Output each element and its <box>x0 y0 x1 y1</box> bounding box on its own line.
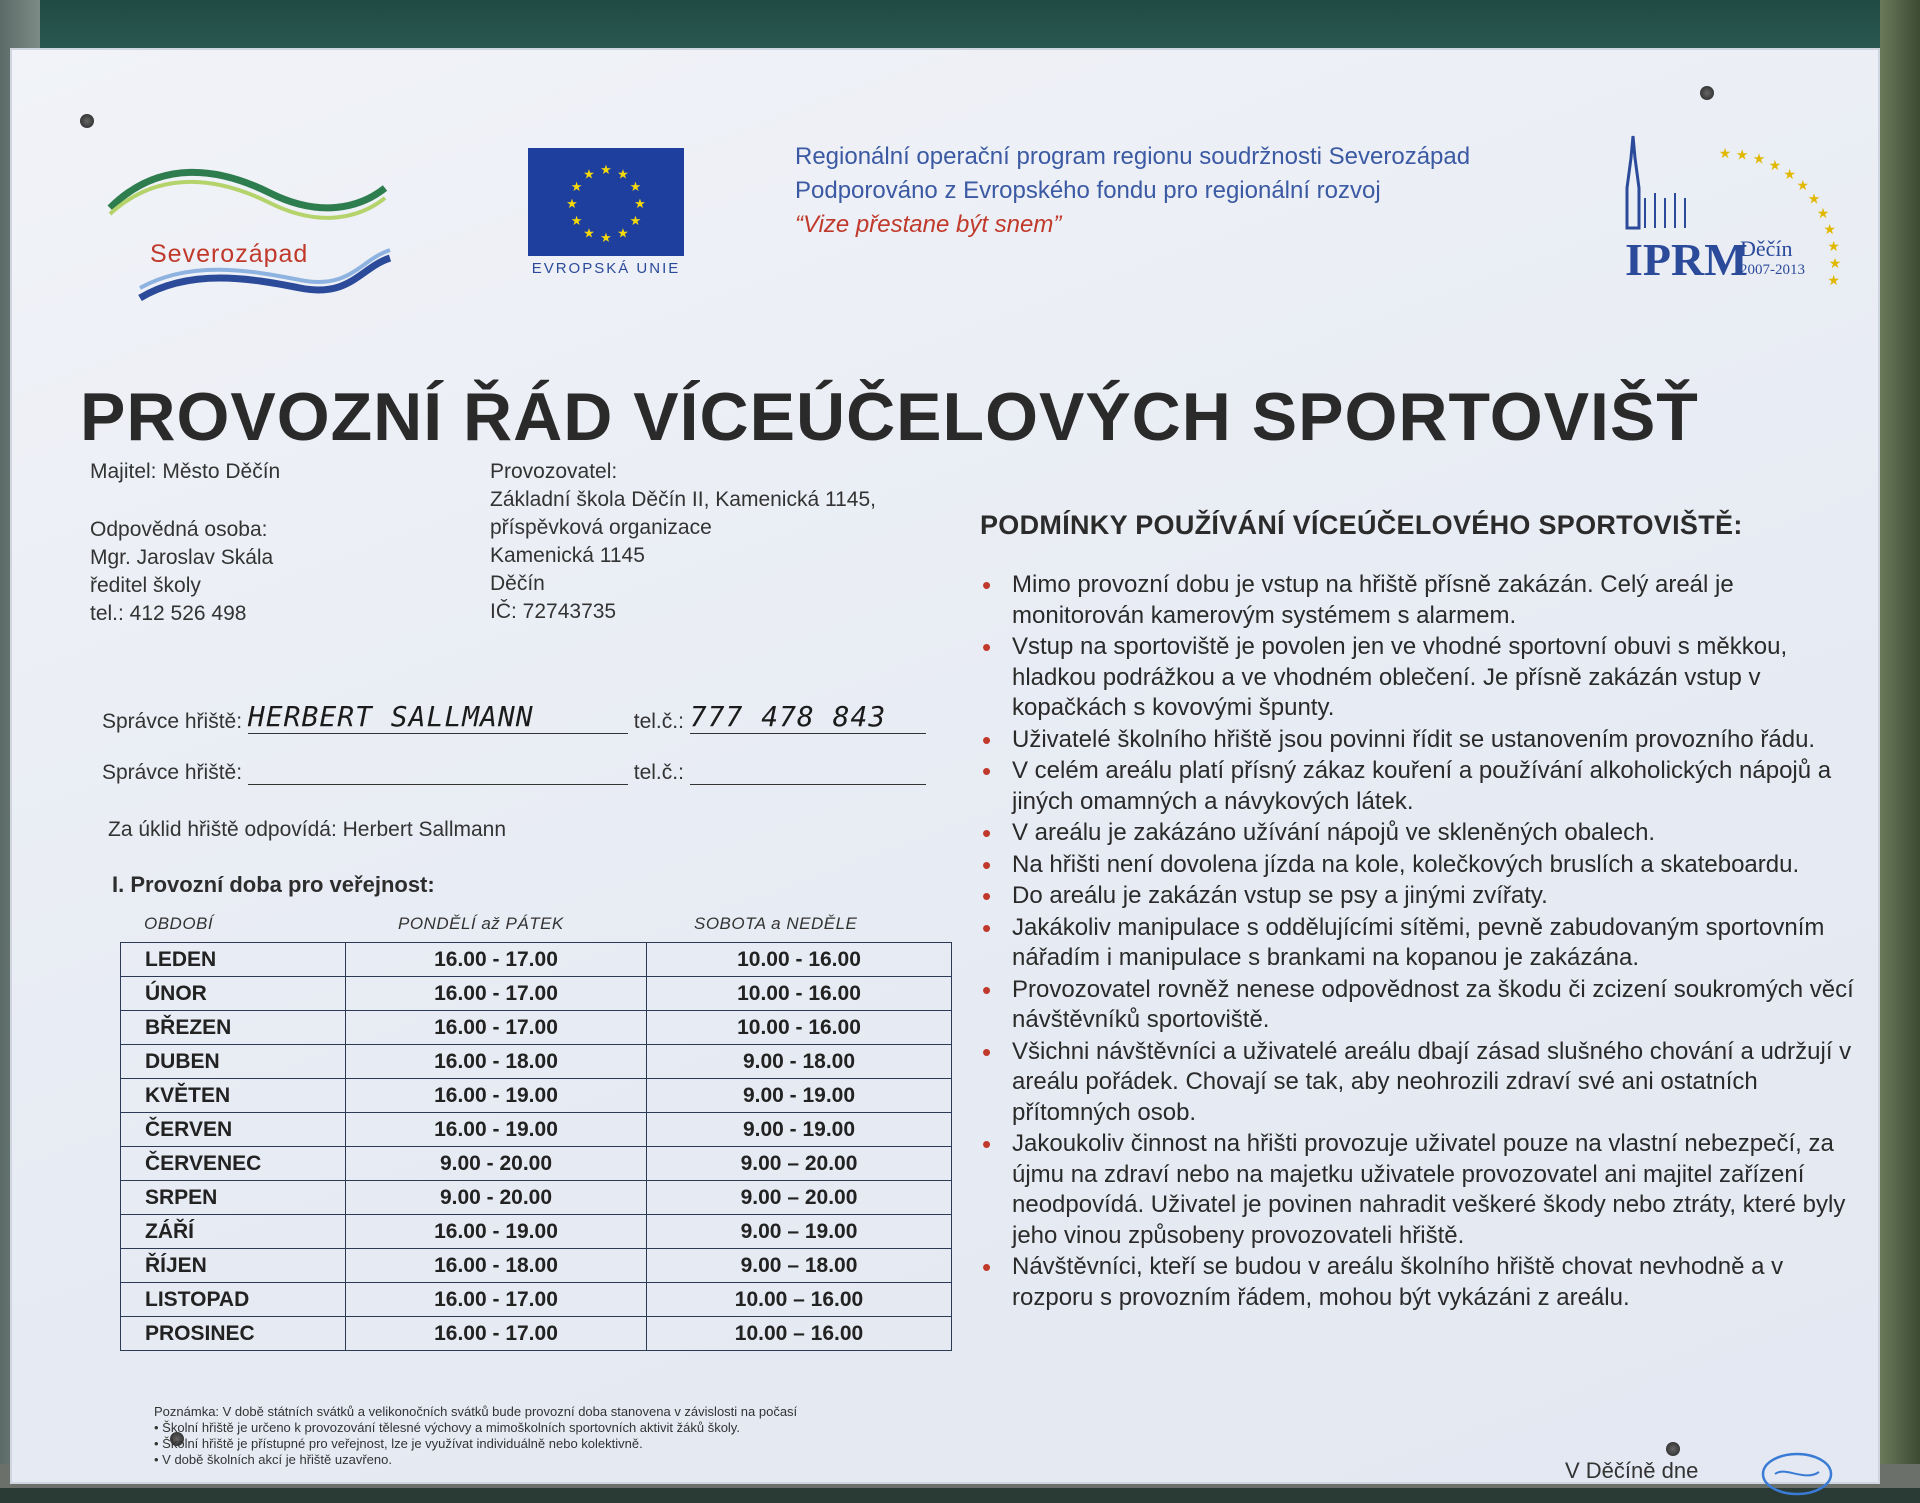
hours-row <box>121 1011 952 1045</box>
month-cell: SRPEN <box>121 1181 346 1215</box>
eu-star-icon: ★ <box>566 196 578 211</box>
severozapad-logo-text: Severozápad <box>150 240 309 268</box>
city-date-sign: V Děčíně dne <box>1565 1458 1699 1483</box>
month-cell: ČERVENEC <box>121 1147 346 1181</box>
contact-label: Odpovědná osoba: <box>90 518 268 541</box>
contact-role: ředitel školy <box>90 574 201 597</box>
eu-star-icon: ★ <box>629 179 642 194</box>
eu-star-icon: ★ <box>570 213 583 228</box>
admin-tel-label: tel.č.: <box>633 761 684 784</box>
page-title: PROVOZNÍ ŘÁD VÍCEÚČELOVÝCH SPORTOVIŠŤ <box>80 379 1699 455</box>
note-line: Poznámka: V době státních svátků a velikonočních svátků bude provozní doba stanovena v závislosti na počasí <box>154 1404 798 1419</box>
screw <box>80 114 94 128</box>
hours-row <box>121 1283 952 1317</box>
weekend-hours-cell: 10.00 - 16.00 <box>647 943 952 977</box>
severozapad-logo <box>100 148 400 308</box>
iprm-star-icon: ★ <box>1752 150 1766 167</box>
iprm-star-icon: ★ <box>1796 177 1810 194</box>
weekend-hours-cell: 9.00 - 18.00 <box>647 1045 952 1079</box>
eu-star-icon: ★ <box>600 230 612 245</box>
conditions-title: PODMÍNKY POUŽÍVÁNÍ VÍCEÚČELOVÉHO SPORTOVIŠTĚ: <box>980 510 1743 540</box>
weekend-hours-cell: 9.00 – 19.00 <box>647 1215 952 1249</box>
weekday-hours-cell: 16.00 - 17.00 <box>346 977 647 1011</box>
screw <box>1700 86 1714 100</box>
month-cell: ČERVEN <box>121 1113 346 1147</box>
eu-star-icon: ★ <box>600 162 612 177</box>
admin-tel: 777 478 843 <box>689 700 887 733</box>
month-cell: ŘÍJEN <box>121 1249 346 1283</box>
note-line: • Školní hřiště je přístupné pro veřejnost, lze je využívat individuálně nebo kolektivně. <box>154 1436 643 1451</box>
condition-item: • Jakákoliv manipulace s oddělujícími sítěmi, pevně zabudovaným sportovním nářadím i manipulace s brankami na kopanou je zakázána. <box>978 913 1858 974</box>
weekday-hours-cell: 16.00 - 19.00 <box>346 1079 647 1113</box>
operator-line: IČ: 72743735 <box>490 600 617 623</box>
condition-item: • Na hřišti není dovolena jízda na kole, kolečkových bruslích a skateboardu. <box>978 850 1858 881</box>
iprm-star-icon: ★ <box>1807 190 1821 207</box>
notes <box>154 1404 797 1468</box>
sign-board <box>10 48 1880 1484</box>
operator-label: Provozovatel: <box>490 460 618 483</box>
admin-line <box>102 760 926 785</box>
hours-heading: I. Provozní doba pro veřejnost: <box>112 872 435 897</box>
hours-row <box>121 1215 952 1249</box>
month-cell: KVĚTEN <box>121 1079 346 1113</box>
month-cell: BŘEZEN <box>121 1011 346 1045</box>
month-cell: LEDEN <box>121 943 346 977</box>
eu-flag-caption: EVROPSKÁ UNIE <box>531 260 681 277</box>
weekend-hours-cell: 9.00 – 18.00 <box>647 1249 952 1283</box>
contact-tel: tel.: 412 526 498 <box>90 602 247 625</box>
hours-row <box>121 943 952 977</box>
admin-label: Správce hřiště: <box>102 710 243 733</box>
month-cell: PROSINEC <box>121 1317 346 1351</box>
iprm-star-icon: ★ <box>1827 237 1840 254</box>
eu-star-icon: ★ <box>570 179 583 194</box>
iprm-logo-text: IPRM <box>1625 234 1748 285</box>
weekend-hours-cell: 9.00 – 20.00 <box>647 1147 952 1181</box>
iprm-logo-years: 2007-2013 <box>1740 262 1805 278</box>
owner: Majitel: Město Děčín <box>90 460 281 483</box>
weekday-hours-cell: 16.00 - 18.00 <box>346 1249 647 1283</box>
condition-item: • Do areálu je zakázán vstup se psy a jinými zvířaty. <box>978 881 1858 912</box>
eu-star-icon: ★ <box>617 166 629 182</box>
iprm-star-icon: ★ <box>1735 146 1749 163</box>
hours-row <box>121 1113 952 1147</box>
program-line-1: Regionální operační program regionu soudržnosti Severozápad <box>795 143 1471 170</box>
foliage-right <box>1880 0 1920 1488</box>
weekend-hours-cell: 9.00 - 19.00 <box>647 1113 952 1147</box>
condition-item: • Provozovatel rovněž nenese odpovědnost za škodu či zcizení soukromých věcí návštěvníků sportoviště. <box>978 975 1858 1036</box>
admin-name-field <box>248 700 628 734</box>
weekday-hours-cell: 16.00 - 17.00 <box>346 1283 647 1317</box>
hours-row <box>121 977 952 1011</box>
eu-star-icon: ★ <box>629 213 642 228</box>
condition-item: • Všichni návštěvníci a uživatelé areálu dbají zásad slušného chování a udržují v areálu pořádek. Chovají se tak, aby neohrozili zdraví své ani ostatních přítomných osob. <box>978 1037 1858 1129</box>
hours-row <box>121 1079 952 1113</box>
program-line-2: Podporováno z Evropského fondu pro regionální rozvoj <box>795 177 1381 204</box>
admin-tel-label: tel.č.: <box>633 710 684 733</box>
weekend-hours-cell: 10.00 - 16.00 <box>647 1011 952 1045</box>
iprm-logo-city: Děčín <box>1740 236 1793 261</box>
admin-name-field <box>248 760 628 785</box>
eu-star-icon: ★ <box>634 196 646 211</box>
col-head-weekday: PONDĚLÍ až PÁTEK <box>398 914 564 933</box>
admin-line <box>102 700 926 734</box>
admin-tel-field <box>690 760 926 785</box>
weekend-hours-cell: 10.00 – 16.00 <box>647 1283 952 1317</box>
iprm-star-icon: ★ <box>1827 272 1840 289</box>
condition-item: • Vstup na sportoviště je povolen jen ve vhodné sportovní obuvi s měkkou, hladkou podrážkou a ve vhodném oblečení. Je přísně zakázán vstup v kopačkách s kovovými špunty. <box>978 632 1858 724</box>
operator-line: Kamenická 1145 <box>490 544 645 567</box>
operator-line: příspěvková organizace <box>490 516 712 539</box>
operator-line: Děčín <box>490 572 545 595</box>
col-head-weekend: SOBOTA a NEDĚLE <box>694 914 858 933</box>
weekend-hours-cell: 10.00 - 16.00 <box>647 977 952 1011</box>
weekday-hours-cell: 16.00 - 17.00 <box>346 1011 647 1045</box>
hours-row <box>121 1045 952 1079</box>
iprm-star-icon: ★ <box>1823 221 1836 238</box>
admin-name: HERBERT SALLMANN <box>247 700 534 733</box>
iprm-logo <box>1605 128 1845 303</box>
cleanup-responsible: Za úklid hřiště odpovídá: Herbert Sallmann <box>108 818 507 841</box>
month-cell: ZÁŘÍ <box>121 1215 346 1249</box>
screw <box>1666 1442 1680 1456</box>
hours-table <box>120 942 952 1351</box>
program-motto: “Vize přestane být snem” <box>795 211 1062 238</box>
month-cell: LISTOPAD <box>121 1283 346 1317</box>
month-cell: ÚNOR <box>121 977 346 1011</box>
admin-tel-field <box>690 700 926 734</box>
contact-name: Mgr. Jaroslav Skála <box>90 546 274 569</box>
weekday-hours-cell: 16.00 - 18.00 <box>346 1045 647 1079</box>
weekday-hours-cell: 16.00 - 19.00 <box>346 1215 647 1249</box>
condition-item: • V areálu je zakázáno užívání nápojů ve skleněných obalech. <box>978 818 1858 849</box>
col-head-period: OBDOBÍ <box>144 914 214 933</box>
eu-flag-icon <box>528 148 684 256</box>
conditions-list <box>978 570 1858 1314</box>
hours-row <box>121 1317 952 1351</box>
iprm-star-icon: ★ <box>1828 255 1842 271</box>
operator-line: Základní škola Děčín II, Kamenická 1145, <box>490 488 876 511</box>
weekend-hours-cell: 9.00 – 20.00 <box>647 1181 952 1215</box>
program-text <box>795 140 1470 242</box>
weekday-hours-cell: 16.00 - 19.00 <box>346 1113 647 1147</box>
iprm-star-icon: ★ <box>1768 156 1782 173</box>
month-cell: DUBEN <box>121 1045 346 1079</box>
eu-star-icon: ★ <box>583 166 595 182</box>
hours-row <box>121 1249 952 1283</box>
weekday-hours-cell: 16.00 - 17.00 <box>346 1317 647 1351</box>
condition-item: • Mimo provozní dobu je vstup na hřiště přísně zakázán. Celý areál je monitorován kamerovým systémem s alarmem. <box>978 570 1858 631</box>
iprm-star-icon: ★ <box>1783 166 1796 183</box>
iprm-star-icon: ★ <box>1718 145 1732 161</box>
stamp-icon <box>1755 1448 1835 1498</box>
hours-row <box>121 1181 952 1215</box>
weekday-hours-cell: 16.00 - 17.00 <box>346 943 647 977</box>
responsible-person <box>90 516 273 628</box>
weekend-hours-cell: 9.00 - 19.00 <box>647 1079 952 1113</box>
condition-item: • Uživatelé školního hřiště jsou povinni řídit se ustanovením provozního řádu. <box>978 725 1858 756</box>
condition-item: • Jakoukoliv činnost na hřišti provozuje uživatel pouze na vlastní nebezpečí, za újmu na zdraví nebo na majetku uživatele provozovatel ani majitel zařízení neodpovídá. Uživatel je povinen nahradit veškeré škody nebo ztráty, které byly jeho vinou způsobeny provozovateli hřiště. <box>978 1129 1858 1251</box>
weekday-hours-cell: 9.00 - 20.00 <box>346 1147 647 1181</box>
note-line: • V době školních akcí je hřiště uzavřeno. <box>154 1452 392 1467</box>
eu-star-icon: ★ <box>617 225 629 241</box>
operator <box>490 458 876 626</box>
note-line: • Školní hřiště je určeno k provozování tělesné výchovy a mimoškolních sportovních aktivit žáků školy. <box>154 1420 740 1435</box>
weekend-hours-cell: 10.00 – 16.00 <box>647 1317 952 1351</box>
condition-item: • V celém areálu platí přísný zákaz kouření a používání alkoholických nápojů a jiných omamných a návykových látek. <box>978 756 1858 817</box>
iprm-star-icon: ★ <box>1816 205 1830 222</box>
hours-row <box>121 1147 952 1181</box>
condition-item: • Návštěvníci, kteří se budou v areálu školního hřiště chovat nevhodně a v rozporu s provozním řádem, mohou být vykázáni z areálu. <box>978 1252 1858 1313</box>
admin-label: Správce hřiště: <box>102 761 243 784</box>
weekday-hours-cell: 9.00 - 20.00 <box>346 1181 647 1215</box>
eu-star-icon: ★ <box>583 225 595 241</box>
